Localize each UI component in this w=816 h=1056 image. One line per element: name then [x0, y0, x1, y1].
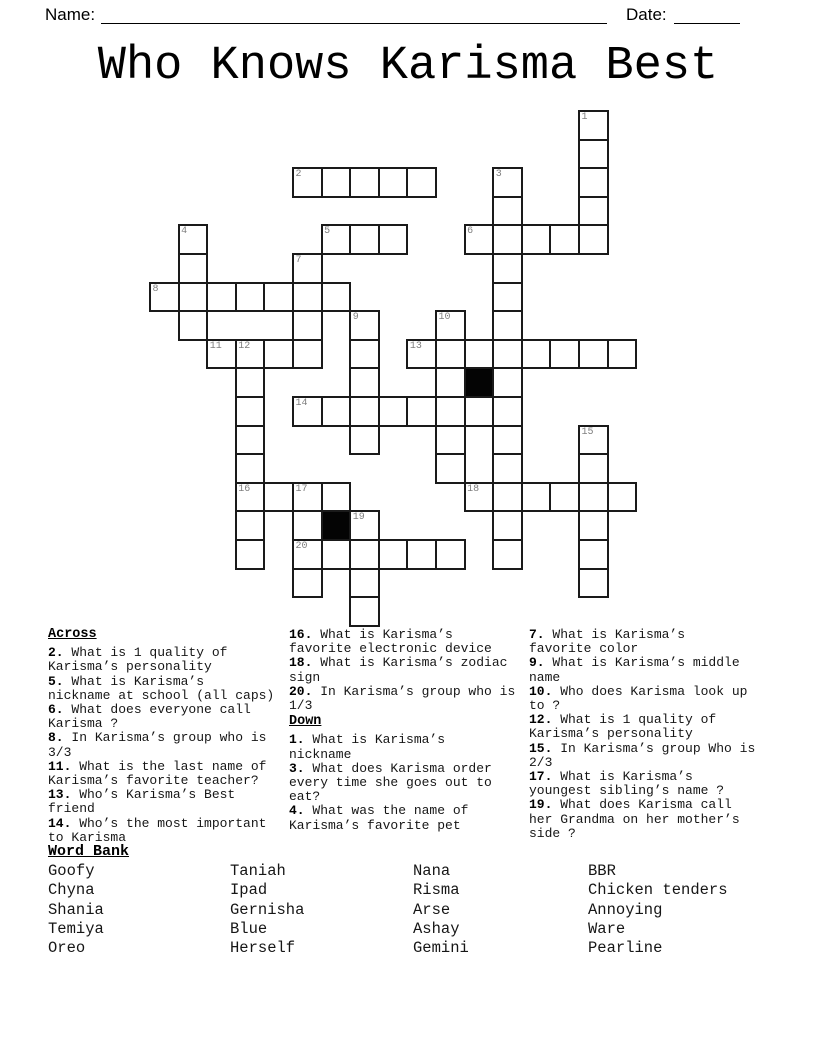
name-label: Name: [45, 5, 96, 24]
name-blank-line [101, 23, 607, 24]
clue-text-line: Karisma’s personality [48, 659, 212, 675]
grid-cell [349, 339, 380, 370]
grid-cell [578, 510, 609, 541]
grid-cell [521, 224, 552, 255]
grid-cell [178, 282, 209, 313]
clue-text-line: 3. What does Karisma order [289, 760, 492, 776]
clue-text-line: 6. What does everyone call [48, 702, 251, 718]
clue-text-line: 19. What does Karisma call [529, 797, 732, 813]
clue-number: 6. [48, 702, 64, 718]
clue-number: 19. [529, 797, 553, 813]
grid-cell [321, 482, 352, 513]
grid-cell-number: 15 [581, 426, 594, 438]
date-blank-line [674, 23, 740, 24]
grid-cell [149, 282, 180, 313]
clue-item-11 [48, 760, 288, 788]
word-bank-item: Ipad [230, 881, 268, 900]
grid-cell [378, 539, 409, 570]
clue-text-line: 14. Who’s the most important [48, 815, 267, 831]
grid-cell [492, 339, 523, 370]
grid-cell [435, 539, 466, 570]
grid-cell-number: 9 [352, 312, 359, 324]
clue-list-heading-across: Across [48, 627, 97, 642]
clue-item-8 [48, 731, 288, 759]
grid-cell [492, 167, 523, 198]
clue-item-16 [289, 628, 529, 656]
crossword-grid [149, 110, 644, 635]
clue-text-line: side ? [529, 825, 576, 841]
word-bank-item: Temiya [48, 919, 104, 938]
word-bank-column [588, 862, 728, 958]
clue-text-line: 3/3 [48, 744, 72, 760]
clue-text-line: 10. Who does Karisma look up [529, 683, 748, 699]
clue-text-line: every time she goes out to [289, 775, 492, 791]
grid-cell [406, 167, 437, 198]
grid-cell [435, 339, 466, 370]
grid-cell [235, 425, 266, 456]
grid-cell [492, 510, 523, 541]
clue-text-line: 1/3 [289, 698, 313, 714]
grid-cell [492, 482, 523, 513]
clue-text-line: to ? [529, 698, 561, 714]
grid-cell [178, 253, 209, 284]
grid-cell [263, 482, 294, 513]
grid-cell [492, 367, 523, 398]
clue-item-19 [529, 798, 769, 841]
grid-cell [464, 482, 495, 513]
grid-cell-black [464, 367, 495, 398]
clue-text-line: 2/3 [529, 754, 553, 770]
grid-cell [235, 339, 266, 370]
word-bank-heading: Word Bank [48, 843, 130, 860]
grid-cell-number: 10 [438, 312, 451, 324]
grid-cell [435, 453, 466, 484]
clue-text-line: Karisma’s favorite teacher? [48, 773, 259, 789]
grid-cell [492, 396, 523, 427]
grid-cell [607, 482, 638, 513]
clue-item-1 [289, 733, 529, 761]
clue-number: 13. [48, 787, 72, 803]
clue-text-line: 12. What is 1 quality of [529, 712, 717, 728]
grid-cell [406, 339, 437, 370]
grid-cell [406, 396, 437, 427]
grid-cell-number: 2 [295, 169, 302, 181]
grid-cell-number: 14 [295, 398, 308, 409]
grid-cell [321, 539, 352, 570]
word-bank-item: Herself [230, 939, 296, 958]
clue-number: 12. [529, 712, 553, 728]
clue-number: 8. [48, 730, 64, 746]
clue-text-line: favorite color [529, 641, 639, 657]
grid-cell [206, 282, 237, 313]
clue-text-line: 16. What is Karisma’s [289, 627, 453, 642]
grid-cell [492, 310, 523, 341]
grid-cell [578, 568, 609, 599]
clue-number: 16. [289, 627, 313, 642]
grid-cell [492, 453, 523, 484]
grid-cell-number: 3 [495, 169, 502, 181]
clue-item-7 [529, 628, 769, 656]
clue-item-13 [48, 788, 288, 816]
clue-text-line: 13. Who’s Karisma’s Best [48, 787, 236, 803]
grid-cell [435, 396, 466, 427]
grid-cell-number: 4 [181, 226, 188, 238]
clue-text-line: friend [48, 801, 95, 817]
clue-text-line: 20. In Karisma’s group who is [289, 683, 516, 699]
grid-cell [263, 282, 294, 313]
word-bank-item: Annoying [588, 900, 663, 919]
grid-cell-number: 17 [295, 483, 308, 495]
clue-item-12 [529, 713, 769, 741]
grid-cell [578, 110, 609, 141]
grid-cell-number: 5 [324, 226, 331, 238]
clue-number: 11. [48, 758, 72, 774]
grid-cell [235, 539, 266, 570]
clue-number: 18. [289, 655, 313, 671]
grid-cell [349, 396, 380, 427]
grid-cell [292, 396, 323, 427]
grid-cell [235, 367, 266, 398]
clue-item-18 [289, 656, 529, 684]
grid-cell [492, 253, 523, 284]
grid-cell [349, 425, 380, 456]
clue-number: 4. [289, 803, 305, 819]
word-bank-item: Ware [588, 919, 626, 938]
grid-cell [578, 453, 609, 484]
grid-cell [349, 568, 380, 599]
clue-number: 17. [529, 769, 553, 785]
grid-cell [235, 482, 266, 513]
clue-item-15 [529, 742, 769, 770]
grid-cell-number: 19 [352, 512, 365, 524]
clue-item-14 [48, 817, 288, 845]
clue-text-line: 18. What is Karisma’s zodiac [289, 655, 508, 671]
grid-cell [349, 224, 380, 255]
grid-cell [578, 339, 609, 370]
clue-list-heading-down: Down [289, 714, 322, 730]
clue-text-line: sign [289, 669, 321, 685]
clue-item-20 [289, 685, 529, 713]
page-title: Who Knows Karisma Best [97, 40, 719, 93]
grid-cell [492, 282, 523, 313]
clue-text-line: 9. What is Karisma’s middle [529, 655, 740, 671]
grid-cell [549, 482, 580, 513]
grid-cell [292, 310, 323, 341]
clue-text-line: favorite electronic device [289, 641, 492, 657]
grid-cell [578, 425, 609, 456]
clue-text-line: 4. What was the name of [289, 803, 469, 819]
word-bank-column [413, 862, 469, 958]
grid-cell [321, 282, 352, 313]
grid-cell [578, 139, 609, 170]
clue-item-17 [529, 770, 769, 798]
clue-text-line: her Grandma on her mother’s [529, 811, 740, 827]
word-bank-item: BBR [588, 862, 616, 880]
grid-cell [435, 367, 466, 398]
grid-cell [464, 396, 495, 427]
word-bank-item: Blue [230, 919, 268, 938]
grid-cell [492, 539, 523, 570]
word-bank-item: Chyna [48, 881, 95, 900]
clue-text-line: 8. In Karisma’s group who is [48, 730, 267, 746]
grid-cell [464, 224, 495, 255]
grid-cell-number: 8 [152, 283, 159, 295]
grid-cell [578, 539, 609, 570]
clue-text-line: 1. What is Karisma’s [289, 732, 446, 748]
clue-item-6 [48, 703, 288, 731]
clue-text-line: 17. What is Karisma’s [529, 769, 693, 785]
word-bank-item: Goofy [48, 862, 95, 880]
date-label: Date: [626, 5, 667, 24]
grid-cell [292, 482, 323, 513]
grid-cell [292, 568, 323, 599]
grid-cell [406, 539, 437, 570]
grid-cell-number: 13 [409, 340, 422, 352]
grid-cell [321, 167, 352, 198]
grid-cell [549, 224, 580, 255]
word-bank-item: Chicken tenders [588, 881, 728, 900]
clue-text-line: name [529, 669, 561, 685]
clue-item-2 [48, 646, 288, 674]
grid-cell [578, 224, 609, 255]
word-bank-item: Oreo [48, 939, 86, 958]
clue-number: 7. [529, 627, 545, 642]
grid-cell [292, 539, 323, 570]
grid-cell [378, 224, 409, 255]
grid-cell [292, 339, 323, 370]
clue-text-line: 7. What is Karisma’s [529, 627, 686, 642]
grid-cell [464, 339, 495, 370]
grid-cell [521, 339, 552, 370]
clue-column-left [48, 628, 288, 845]
grid-cell [263, 339, 294, 370]
clue-text-line: nickname [289, 746, 352, 762]
grid-cell [521, 482, 552, 513]
grid-cell [492, 425, 523, 456]
grid-cell [549, 339, 580, 370]
grid-cell [492, 224, 523, 255]
grid-cell-number: 12 [238, 340, 251, 352]
clue-number: 1. [289, 732, 305, 748]
grid-cell [349, 167, 380, 198]
grid-cell-number: 18 [467, 483, 480, 495]
grid-cell-number: 1 [581, 112, 588, 123]
clue-text-line: 15. In Karisma’s group Who is [529, 740, 756, 756]
grid-cell [607, 339, 638, 370]
clue-text-line: eat? [289, 789, 321, 805]
clue-text-line: 5. What is Karisma’s [48, 673, 205, 689]
grid-cell [435, 310, 466, 341]
grid-cell-number: 11 [209, 340, 222, 352]
word-bank-item: Shania [48, 900, 104, 919]
grid-cell-number: 16 [238, 483, 251, 495]
grid-cell [235, 510, 266, 541]
grid-cell [235, 453, 266, 484]
clue-number: 5. [48, 673, 64, 689]
word-bank-item: Nana [413, 862, 451, 880]
clue-text-line: 11. What is the last name of [48, 758, 267, 774]
clue-number: 20. [289, 683, 313, 699]
clue-item-10 [529, 685, 769, 713]
grid-cell [435, 425, 466, 456]
grid-cell [235, 396, 266, 427]
clue-item-3 [289, 762, 529, 805]
grid-cell [292, 253, 323, 284]
clue-number: 9. [529, 655, 545, 671]
grid-cell-number: 7 [295, 255, 302, 266]
clue-text-line: youngest sibling’s name ? [529, 783, 725, 799]
clue-text-line: to Karisma [48, 829, 127, 845]
grid-cell [492, 196, 523, 227]
grid-cell [292, 167, 323, 198]
grid-cell-black [321, 510, 352, 541]
clue-column-right [529, 628, 769, 841]
grid-cell [292, 510, 323, 541]
word-bank-item: Gemini [413, 939, 469, 958]
clue-text-line: Karisma ? [48, 716, 119, 732]
grid-cell [349, 310, 380, 341]
grid-cell [235, 282, 266, 313]
grid-cell [578, 482, 609, 513]
clue-item-9 [529, 656, 769, 684]
word-bank-column [230, 862, 304, 958]
grid-cell-number: 6 [467, 226, 474, 238]
clue-text-line: Karisma’s favorite pet [289, 817, 461, 833]
word-bank-item: Arse [413, 900, 451, 919]
grid-cell [378, 396, 409, 427]
grid-cell-number: 20 [295, 541, 308, 552]
word-bank-column [48, 862, 104, 958]
clue-item-5 [48, 675, 288, 703]
grid-cell [349, 510, 380, 541]
grid-cell [321, 224, 352, 255]
grid-cell [292, 282, 323, 313]
word-bank-item: Ashay [413, 919, 460, 938]
grid-cell [378, 167, 409, 198]
clue-text-line: nickname at school (all caps) [48, 687, 275, 703]
grid-cell [578, 167, 609, 198]
clue-item-4 [289, 804, 529, 832]
word-bank-item: Pearline [588, 939, 663, 958]
clue-text-line: Karisma’s personality [529, 726, 693, 742]
clue-text-line: 2. What is 1 quality of [48, 645, 228, 661]
grid-cell [578, 196, 609, 227]
word-bank-item: Gernisha [230, 900, 305, 919]
clue-column-middle [289, 628, 529, 833]
clue-number: 2. [48, 645, 64, 661]
grid-cell [349, 596, 380, 627]
clue-number: 14. [48, 815, 72, 831]
grid-cell [178, 310, 209, 341]
grid-cell [178, 224, 209, 255]
clue-number: 3. [289, 760, 305, 776]
clue-number: 15. [529, 740, 553, 756]
word-bank-item: Taniah [230, 862, 286, 880]
grid-cell [349, 367, 380, 398]
clue-number: 10. [529, 683, 553, 699]
grid-cell [349, 539, 380, 570]
word-bank-item: Risma [413, 881, 460, 900]
grid-cell [321, 396, 352, 427]
grid-cell [206, 339, 237, 370]
